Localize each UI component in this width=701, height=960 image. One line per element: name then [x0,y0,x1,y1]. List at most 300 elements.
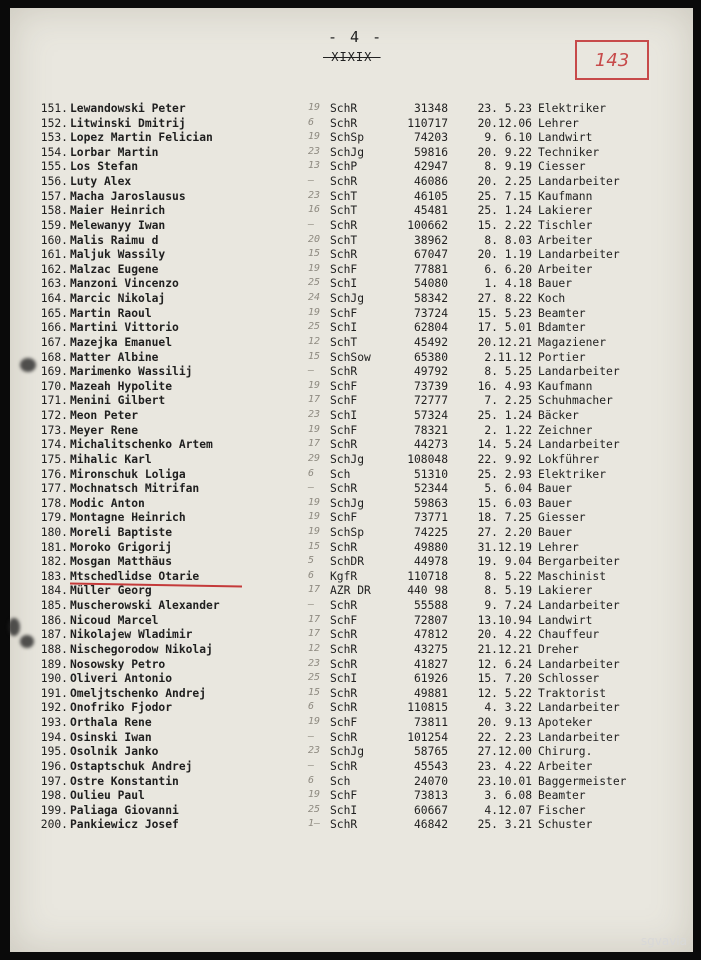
list-row [10,614,693,629]
row-id: 45481 [413,204,448,218]
row-date: 1. 4.18 [484,277,532,291]
row-id: 49881 [413,686,448,700]
row-job: Landarbeiter [538,175,620,189]
row-id: 108048 [407,452,448,466]
row-job: Techniker [538,145,600,159]
row-cat: SchR [330,686,358,700]
row-job: Lehrer [538,116,579,130]
row-num: 165. [40,306,68,320]
row-job: Dreher [538,642,579,656]
row-name: Lopez Martin Felician [70,131,213,145]
row-date: 20. 1.19 [477,248,532,262]
struck-code: -XIXIX- [323,50,381,64]
list-row [10,526,693,541]
row-mark: 19 [308,789,321,801]
row-name: Matter Albine [70,350,159,364]
row-id: 49880 [413,540,448,554]
row-mark: 5 [308,555,315,567]
row-job: Zeichner [538,423,593,437]
row-num: 161. [40,248,68,262]
row-name: Marimenko Wassilij [70,365,193,379]
list-row [10,789,693,804]
row-job: Lokführer [538,452,600,466]
row-name: Muscherowski Alexander [70,599,220,613]
row-cat: SchF [330,789,358,803]
row-num: 188. [40,642,68,656]
row-name: Nosowsky Petro [70,657,166,671]
row-name: Orthala Rene [70,716,152,730]
row-mark: 23 [308,145,321,157]
row-name: Mazeah Hypolite [70,379,173,393]
row-job: Traktorist [538,686,607,700]
row-job: Kaufmann [538,379,593,393]
row-name: Oliveri Antonio [70,672,173,686]
row-id: 73813 [413,789,448,803]
row-cat: SchR [330,365,358,379]
row-cat: SchF [330,394,358,408]
row-mark: – [308,759,315,771]
list-row [10,511,693,526]
row-date: 9. 7.24 [484,599,532,613]
row-name: Nikolajew Wladimir [70,628,193,642]
row-mark: 12 [308,642,321,654]
row-cat: SchSp [330,131,365,145]
row-num: 158. [40,204,68,218]
row-cat: SchI [330,321,358,335]
row-mark: 25 [308,277,321,289]
row-date: 22. 2.23 [477,730,532,744]
list-row [10,716,693,731]
row-id: 55588 [413,599,448,613]
row-cat: SchT [330,189,358,203]
row-mark: 19 [308,511,321,523]
row-name: Litwinski Dmitrij [70,116,186,130]
row-name: Menini Gilbert [70,394,166,408]
row-id: 101254 [407,730,448,744]
row-mark: 6 [308,116,315,128]
row-date: 25. 2.93 [477,467,532,481]
row-job: Lakierer [538,204,593,218]
row-cat: Sch [330,774,351,788]
row-num: 196. [40,759,68,773]
row-id: 43275 [413,642,448,656]
row-date: 22. 9.92 [477,452,532,466]
list-row [10,701,693,716]
row-job: Chirurg. [538,745,593,759]
list-row [10,643,693,658]
list-row [10,453,693,468]
row-cat: SchR [330,599,358,613]
row-num: 179. [40,511,68,525]
row-name: Luty Alex [70,175,132,189]
row-num: 174. [40,438,68,452]
row-mark: 1– [308,818,321,830]
row-date: 20. 9.13 [477,716,532,730]
row-job: Landwirt [538,613,593,627]
row-mark: 19 [308,379,321,391]
row-job: Schlosser [538,672,600,686]
row-num: 157. [40,189,68,203]
row-num: 195. [40,745,68,759]
row-name: Mihalic Karl [70,452,152,466]
list-row [10,541,693,556]
row-date: 25. 1.24 [477,204,532,218]
row-job: Arbeiter [538,233,593,247]
row-job: Fischer [538,803,586,817]
list-row [10,687,693,702]
row-name: Malis Raimu d [70,233,159,247]
row-cat: SchR [330,218,358,232]
row-id: 54080 [413,277,448,291]
row-num: 156. [40,175,68,189]
row-num: 175. [40,452,68,466]
row-date: 25. 1.24 [477,409,532,423]
row-name: Los Stefan [70,160,139,174]
row-cat: SchF [330,306,358,320]
row-name: Mazejka Emanuel [70,335,173,349]
row-id: 42947 [413,160,448,174]
row-name: Lorbar Martin [70,145,159,159]
row-job: Bauer [538,482,573,496]
row-mark: 19 [308,102,321,113]
list-row [10,599,693,614]
row-num: 176. [40,467,68,481]
row-num: 190. [40,672,68,686]
list-row [10,731,693,746]
row-id: 73739 [413,379,448,393]
row-date: 15. 5.23 [477,306,532,320]
row-num: 194. [40,730,68,744]
row-num: 186. [40,613,68,627]
row-name: Malzac Eugene [70,262,159,276]
watermark: sgvavia [640,934,687,948]
row-cat: Sch [330,467,351,481]
row-job: Kaufmann [538,189,593,203]
row-mark: 23 [308,657,321,669]
row-name: Michalitschenko Artem [70,438,213,452]
row-name: Mtschedlidse Otarie [70,569,200,583]
row-id: 61926 [413,672,448,686]
row-mark: 25 [308,321,321,333]
row-name: Osolnik Janko [70,745,159,759]
row-cat: SchJg [330,496,365,510]
row-id: 58342 [413,292,448,306]
row-name: Meyer Rene [70,423,139,437]
row-cat: SchJg [330,745,365,759]
row-mark: – [308,482,315,494]
row-cat: SchF [330,511,358,525]
row-id: 110718 [407,569,448,583]
row-date: 15. 7.20 [477,672,532,686]
row-date: 2.11.12 [484,350,532,364]
list-row [10,818,693,833]
row-job: Tischler [538,218,593,232]
row-job: Bauer [538,525,573,539]
row-name: Melewanyy Iwan [70,218,166,232]
row-id: 73724 [413,306,448,320]
row-mark: 17 [308,438,321,450]
row-cat: SchT [330,204,358,218]
row-id: 60667 [413,803,448,817]
row-cat: KgfR [330,569,358,583]
list-row [10,424,693,439]
list-row [10,292,693,307]
list-row [10,160,693,175]
row-num: 182. [40,555,68,569]
row-id: 41827 [413,657,448,671]
list-row [10,277,693,292]
row-cat: SchJg [330,452,365,466]
row-date: 27.12.00 [477,745,532,759]
row-cat: SchR [330,628,358,642]
row-id: 46086 [413,175,448,189]
row-date: 8. 5.22 [484,569,532,583]
row-date: 2. 1.22 [484,423,532,437]
row-id: 58765 [413,745,448,759]
row-job: Beamter [538,306,586,320]
row-date: 17. 5.01 [477,321,532,335]
row-mark: 17 [308,613,321,625]
row-date: 27. 2.20 [477,525,532,539]
row-id: 62804 [413,321,448,335]
row-cat: SchR [330,818,358,832]
row-job: Apoteker [538,716,593,730]
row-date: 6. 6.20 [484,262,532,276]
page-number: - 4 - [328,28,384,46]
row-date: 8. 5.19 [484,584,532,598]
row-num: 154. [40,145,68,159]
row-job: Landwirt [538,131,593,145]
row-job: Ciesser [538,160,586,174]
row-name: Ostaptschuk Andrej [70,759,193,773]
row-num: 191. [40,686,68,700]
row-job: Lehrer [538,540,579,554]
row-name: Mochnatsch Mitrifan [70,482,200,496]
row-job: Schuster [538,818,593,832]
row-name: Maier Heinrich [70,204,166,218]
row-job: Lakierer [538,584,593,598]
row-num: 168. [40,350,68,364]
row-date: 9. 6.10 [484,131,532,145]
row-cat: SchI [330,277,358,291]
row-job: Portier [538,350,586,364]
row-id: 46105 [413,189,448,203]
row-mark: 23 [308,409,321,421]
list-row [10,745,693,760]
row-job: Bergarbeiter [538,555,620,569]
row-cat: SchF [330,613,358,627]
row-name: Mosgan Matthäus [70,555,173,569]
row-job: Landarbeiter [538,701,620,715]
row-name: Moroko Grigorij [70,540,173,554]
row-mark: 15 [308,350,321,362]
row-name: Meon Peter [70,409,139,423]
row-mark: 15 [308,540,321,552]
row-id: 110717 [407,116,448,130]
row-date: 4. 3.22 [484,701,532,715]
list-row [10,658,693,673]
list-row [10,336,693,351]
row-name: Moreli Baptiste [70,525,173,539]
row-mark: 17 [308,394,321,406]
row-date: 13.10.94 [477,613,532,627]
row-date: 8. 5.25 [484,365,532,379]
row-date: 15. 2.22 [477,218,532,232]
row-job: Elektriker [538,102,607,115]
row-name: Osinski Iwan [70,730,152,744]
row-name: Paliaga Giovanni [70,803,179,817]
row-mark: 25 [308,803,321,815]
row-name: Marcic Nikolaj [70,292,166,306]
row-cat: AZR DR [330,584,371,598]
row-num: 178. [40,496,68,510]
list-row [10,628,693,643]
row-name: Mironschuk Loliga [70,467,186,481]
list-row [10,263,693,278]
row-mark: 17 [308,628,321,640]
red-stamp [575,40,649,80]
row-num: 183. [40,569,68,583]
list-row [10,760,693,775]
row-num: 166. [40,321,68,335]
row-cat: SchJg [330,145,365,159]
row-id: 78321 [413,423,448,437]
row-cat: SchR [330,438,358,452]
row-mark: 6 [308,774,315,786]
row-mark: 6 [308,701,315,713]
row-num: 169. [40,365,68,379]
row-mark: – [308,218,315,230]
row-date: 19. 9.04 [477,555,532,569]
row-name: Macha Jaroslausus [70,189,186,203]
row-cat: SchSp [330,525,365,539]
row-date: 23. 4.22 [477,759,532,773]
row-id: 49792 [413,365,448,379]
list-row [10,321,693,336]
row-date: 25. 3.21 [477,818,532,832]
row-job: Magaziener [538,335,607,349]
row-id: 57324 [413,409,448,423]
row-num: 184. [40,584,68,598]
row-num: 164. [40,292,68,306]
row-mark: 16 [308,204,321,216]
row-name: Müller Georg [70,584,152,598]
row-cat: SchR [330,116,358,130]
row-job: Arbeiter [538,262,593,276]
row-id: 110815 [407,701,448,715]
row-name: Oulieu Paul [70,789,145,803]
row-job: Schuhmacher [538,394,613,408]
row-num: 193. [40,716,68,730]
row-id: 38962 [413,233,448,247]
row-id: 51310 [413,467,448,481]
row-id: 74203 [413,131,448,145]
row-mark: 19 [308,496,321,508]
row-cat: SchF [330,423,358,437]
row-num: 160. [40,233,68,247]
row-num: 189. [40,657,68,671]
row-mark: 23 [308,745,321,757]
row-job: Landarbeiter [538,248,620,262]
row-name: Omeljtschenko Andrej [70,686,207,700]
list-row [10,394,693,409]
list-row [10,438,693,453]
row-date: 20. 4.22 [477,628,532,642]
row-num: 177. [40,482,68,496]
row-num: 152. [40,116,68,130]
row-job: Landarbeiter [538,730,620,744]
list-row [10,555,693,570]
row-num: 170. [40,379,68,393]
ink-smudge [20,635,34,648]
row-date: 27. 8.22 [477,292,532,306]
row-id: 73811 [413,716,448,730]
row-date: 5. 6.04 [484,482,532,496]
list-row [10,804,693,819]
row-cat: SchJg [330,292,365,306]
row-cat: SchF [330,716,358,730]
list-row [10,672,693,687]
row-num: 162. [40,262,68,276]
row-name: Lewandowski Peter [70,102,186,115]
row-num: 163. [40,277,68,291]
list-row [10,307,693,322]
list-row [10,219,693,234]
row-mark: 25 [308,672,321,684]
row-cat: SchF [330,379,358,393]
stamp-number: 143 [594,49,630,71]
row-id: 59816 [413,145,448,159]
row-job: Landarbeiter [538,657,620,671]
row-name: Pankiewicz Josef [70,818,179,832]
row-name: Maljuk Wassily [70,248,166,262]
row-cat: SchI [330,672,358,686]
row-name: Modic Anton [70,496,145,510]
row-cat: SchDR [330,555,365,569]
row-date: 20. 2.25 [477,175,532,189]
row-date: 8. 9.19 [484,160,532,174]
list-row [10,482,693,497]
document-page [10,8,693,952]
row-cat: SchR [330,540,358,554]
list-row [10,131,693,146]
row-cat: SchF [330,262,358,276]
row-mark: 17 [308,584,321,596]
row-date: 15. 6.03 [477,496,532,510]
row-num: 180. [40,525,68,539]
row-id: 45543 [413,759,448,773]
row-date: 4.12.07 [484,803,532,817]
row-date: 31.12.19 [477,540,532,554]
row-num: 172. [40,409,68,423]
row-job: Bäcker [538,409,579,423]
row-num: 159. [40,218,68,232]
row-date: 12. 6.24 [477,657,532,671]
row-date: 8. 8.03 [484,233,532,247]
row-mark: 19 [308,423,321,435]
row-mark: 15 [308,686,321,698]
row-num: 199. [40,803,68,817]
row-name: Montagne Heinrich [70,511,186,525]
list-row [10,190,693,205]
list-row [10,175,693,190]
row-id: 46842 [413,818,448,832]
row-cat: SchR [330,102,358,115]
row-name: Nischegorodow Nikolaj [70,642,213,656]
list-row [10,468,693,483]
row-job: Koch [538,292,566,306]
list-row [10,102,693,117]
